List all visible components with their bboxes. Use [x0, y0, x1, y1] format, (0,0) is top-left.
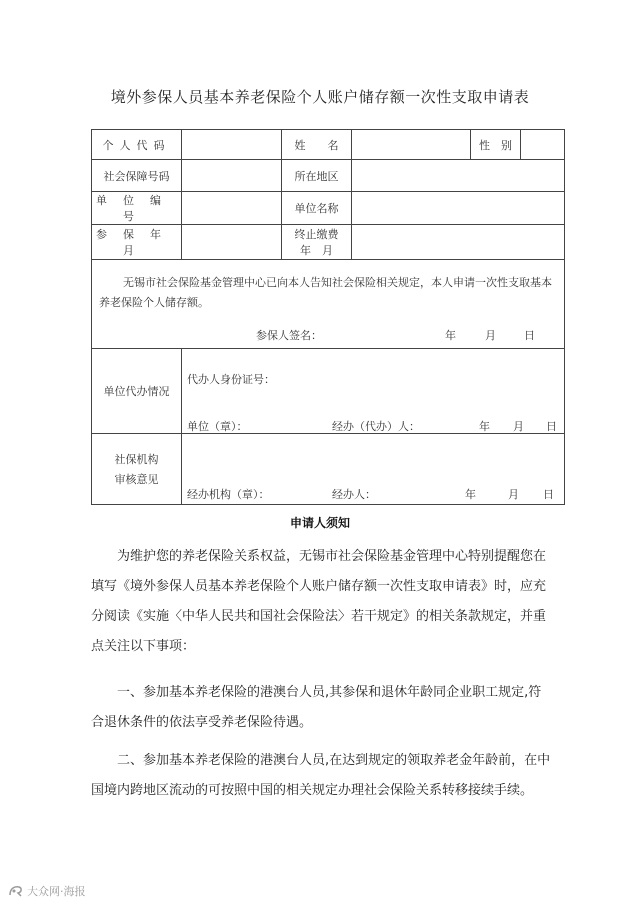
declaration-text: 无锡市社会保险基金管理中心已向本人告知社会保险相关规定，本人申请一次性支取基本养老保险个人储存额。: [99, 276, 552, 309]
declaration-month-label: 月: [485, 329, 496, 342]
agent-handler-label: 经办（代办）人：: [332, 420, 420, 433]
review-label: [92, 434, 182, 505]
insured-year-month-field[interactable]: [182, 225, 282, 260]
notice-item-2: 二、参加基本养老保险的港澳台人员,在达到规定的领取养老金年龄前，在中国境内跨地区流动的可按照中国的相关规定办理社会保险关系转移接续手续。: [91, 753, 551, 798]
agent-label: 单位代办情况: [92, 349, 182, 434]
region-label: 所在地区: [282, 160, 352, 192]
agent-unit-seal-label: 单位（章）：: [187, 420, 248, 433]
insured-year-month-label: 参保年月: [92, 225, 182, 260]
review-cell[interactable]: [182, 434, 565, 505]
declaration-cell: [92, 260, 565, 349]
stop-payment-label-line2: 年 月: [300, 244, 333, 257]
review-label-line1: 社保机构: [114, 453, 159, 466]
review-month-label: 月: [508, 488, 519, 501]
agent-id-label: 代办人身份证号：: [187, 373, 275, 386]
watermark-text: 大众网·海报: [27, 885, 86, 898]
agent-month-label: 月: [513, 420, 524, 433]
application-form-table: [91, 129, 565, 505]
review-label-line2: 审核意见: [114, 473, 159, 486]
review-handler-label: 经办人：: [332, 488, 376, 501]
stop-payment-label: [282, 225, 352, 260]
name-field[interactable]: [352, 130, 471, 160]
declaration-year-label: 年: [445, 329, 456, 342]
personal-code-label: 个人代码: [92, 130, 182, 160]
applicant-signature-label: 参保人签名：: [256, 329, 322, 342]
watermark-logo-icon: [8, 884, 24, 898]
personal-code-field[interactable]: [182, 130, 282, 160]
form-title: 境外参保人员基本养老保险个人账户储存额一次性支取申请表: [110, 88, 530, 106]
social-security-no-label: 社会保障号码: [92, 160, 182, 192]
agent-day-label: 日: [546, 420, 557, 433]
unit-name-field[interactable]: [352, 192, 565, 225]
review-year-label: 年: [465, 488, 476, 501]
name-label: 姓 名: [282, 130, 352, 160]
region-field[interactable]: [352, 160, 565, 192]
unit-no-label: 单位编号: [92, 192, 182, 225]
review-day-label: 日: [543, 488, 554, 501]
notice-title: 申请人须知: [289, 516, 350, 530]
social-security-no-field[interactable]: [182, 160, 282, 192]
gender-field[interactable]: [521, 130, 565, 160]
watermark: [8, 883, 86, 899]
stop-payment-field[interactable]: [352, 225, 565, 260]
agent-cell[interactable]: [182, 349, 565, 434]
agent-year-label: 年: [479, 420, 490, 433]
gender-label: 性 别: [471, 130, 521, 160]
review-org-seal-label: 经办机构（章）：: [187, 488, 270, 501]
notice-intro: 为维护您的养老保险关系权益，无锡市社会保险基金管理中心特别提醒您在填写《境外参保人员基本养老保险个人账户储存额一次性支取申请表》时，应充分阅读《实施〈中华人民共和国社会保险法〉若干规定》的相关条款规定，并重点关注以下事项：: [91, 549, 547, 654]
declaration-day-label: 日: [524, 329, 535, 342]
stop-payment-label-line1: 终止缴费: [294, 228, 339, 241]
unit-name-label: 单位名称: [282, 192, 352, 225]
notice-item-1: 一、参加基本养老保险的港澳台人员,其参保和退休年龄同企业职工规定,符合退休条件的依法享受养老保险待遇。: [91, 685, 542, 730]
unit-no-field[interactable]: [182, 192, 282, 225]
